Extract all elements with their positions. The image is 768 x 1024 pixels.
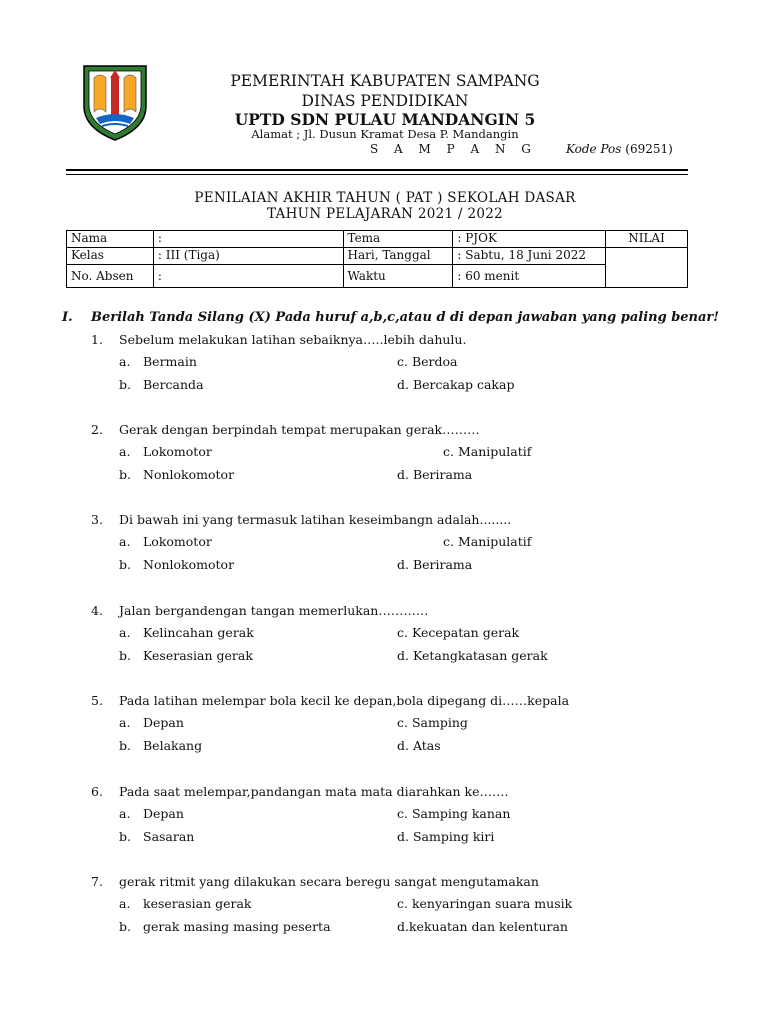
theme-value: : PJOK <box>453 231 606 248</box>
option-b-letter[interactable]: b. <box>119 829 131 844</box>
header-divider-thick <box>66 169 688 171</box>
option-a-letter[interactable]: a. <box>119 534 131 549</box>
city-name: S A M P A N G <box>370 142 537 156</box>
option-c[interactable]: c. Manipulatif <box>443 534 532 549</box>
question-number: 6. <box>91 784 103 799</box>
option-b-letter[interactable]: b. <box>119 648 131 663</box>
student-info-table <box>66 230 688 288</box>
option-a-text[interactable]: Kelincahan gerak <box>143 625 254 640</box>
option-c[interactable]: c. Samping kanan <box>397 806 511 821</box>
option-b-letter[interactable]: b. <box>119 557 131 572</box>
option-a-text[interactable]: Depan <box>143 806 184 821</box>
option-d[interactable]: d. Berirama <box>397 557 473 572</box>
name-field[interactable]: : <box>153 231 343 248</box>
question-text: Di bawah ini yang termasuk latihan keseimbangn adalah........ <box>119 512 512 527</box>
section-instruction: Berilah Tanda Silang (X) Pada huruf a,b,c,atau d di depan jawaban yang paling benar! <box>91 310 719 325</box>
option-b-letter[interactable]: b. <box>119 738 131 753</box>
class-label: Kelas <box>67 248 154 265</box>
option-a-text[interactable]: Lokomotor <box>143 444 212 459</box>
option-b-text[interactable]: Sasaran <box>143 829 195 844</box>
section-number: I. <box>62 310 73 325</box>
question-text: Gerak dengan berpindah tempat merupakan gerak……… <box>119 422 480 437</box>
class-value: : III (Tiga) <box>153 248 343 265</box>
option-b-letter[interactable]: b. <box>119 377 131 392</box>
option-b-text[interactable]: Bercanda <box>143 377 204 392</box>
government-name: PEMERINTAH KABUPATEN SAMPANG <box>230 72 540 90</box>
option-c[interactable]: c. Samping <box>397 715 468 730</box>
option-b-letter[interactable]: b. <box>119 919 131 934</box>
option-d[interactable]: d. Samping kiri <box>397 829 495 844</box>
option-b-text[interactable]: Belakang <box>143 738 203 753</box>
time-label: Waktu <box>343 265 453 288</box>
option-a-letter[interactable]: a. <box>119 806 131 821</box>
option-c[interactable]: c. Manipulatif <box>443 444 532 459</box>
option-b-text[interactable]: Nonlokomotor <box>143 557 235 572</box>
school-year: TAHUN PELAJARAN 2021 / 2022 <box>266 206 504 222</box>
absence-number-label: No. Absen <box>67 265 154 288</box>
department-name: DINAS PENDIDIKAN <box>301 92 469 110</box>
postal-label: Kode Pos <box>566 142 622 156</box>
date-value: : Sabtu, 18 Juni 2022 <box>453 248 606 265</box>
name-label: Nama <box>67 231 154 248</box>
question-number: 4. <box>91 603 103 618</box>
option-d[interactable]: d. Berirama <box>397 467 473 482</box>
question-text: Sebelum melakukan latihan sebaiknya…..lebih dahulu. <box>119 332 467 347</box>
option-c[interactable]: c. Kecepatan gerak <box>397 625 520 640</box>
option-d[interactable]: d. Ketangkatasan gerak <box>397 648 548 663</box>
option-a-text[interactable]: Bermain <box>143 354 197 369</box>
postal-number: (69251) <box>625 142 673 156</box>
question-text: Pada saat melempar,pandangan mata mata diarahkan ke……. <box>119 784 509 799</box>
option-a-text[interactable]: Lokomotor <box>143 534 212 549</box>
postal-code <box>566 142 673 156</box>
exam-title: PENILAIAN AKHIR TAHUN ( PAT ) SEKOLAH DASAR <box>194 190 576 206</box>
question-number: 3. <box>91 512 103 527</box>
time-value: : 60 menit <box>453 265 606 288</box>
option-c[interactable]: c. kenyaringan suara musik <box>397 896 573 911</box>
question-text: Jalan bergandengan tangan memerlukan………… <box>119 603 429 618</box>
option-b-letter[interactable]: b. <box>119 467 131 482</box>
option-a-text[interactable]: keserasian gerak <box>143 896 252 911</box>
question-text: Pada latihan melempar bola kecil ke depan,bola dipegang di……kepala <box>119 693 570 708</box>
option-a-letter[interactable]: a. <box>119 354 131 369</box>
score-label: NILAI <box>606 231 688 248</box>
school-address: Alamat ; Jl. Dusun Kramat Desa P. Mandangin <box>251 127 519 141</box>
question-number: 1. <box>91 332 103 347</box>
option-a-letter[interactable]: a. <box>119 625 131 640</box>
option-d[interactable]: d.kekuatan dan kelenturan <box>397 919 568 934</box>
option-c[interactable]: c. Berdoa <box>397 354 458 369</box>
option-a-letter[interactable]: a. <box>119 444 131 459</box>
option-a-letter[interactable]: a. <box>119 896 131 911</box>
question-number: 2. <box>91 422 103 437</box>
regency-emblem-logo <box>80 62 150 142</box>
option-a-text[interactable]: Depan <box>143 715 184 730</box>
question-text: gerak ritmit yang dilakukan secara beregu sangat mengutamakan <box>119 874 539 889</box>
option-d[interactable]: d. Bercakap cakap <box>397 377 515 392</box>
option-b-text[interactable]: Keserasian gerak <box>143 648 253 663</box>
option-b-text[interactable]: gerak masing masing peserta <box>143 919 331 934</box>
theme-label: Tema <box>343 231 453 248</box>
question-number: 5. <box>91 693 103 708</box>
school-name: UPTD SDN PULAU MANDANGIN 5 <box>234 110 536 129</box>
question-number: 7. <box>91 874 103 889</box>
date-label: Hari, Tanggal <box>343 248 453 265</box>
header-divider-thin <box>66 174 688 175</box>
absence-number-field[interactable]: : <box>153 265 343 288</box>
option-b-text[interactable]: Nonlokomotor <box>143 467 235 482</box>
score-box[interactable] <box>606 248 688 288</box>
option-a-letter[interactable]: a. <box>119 715 131 730</box>
option-d[interactable]: d. Atas <box>397 738 441 753</box>
